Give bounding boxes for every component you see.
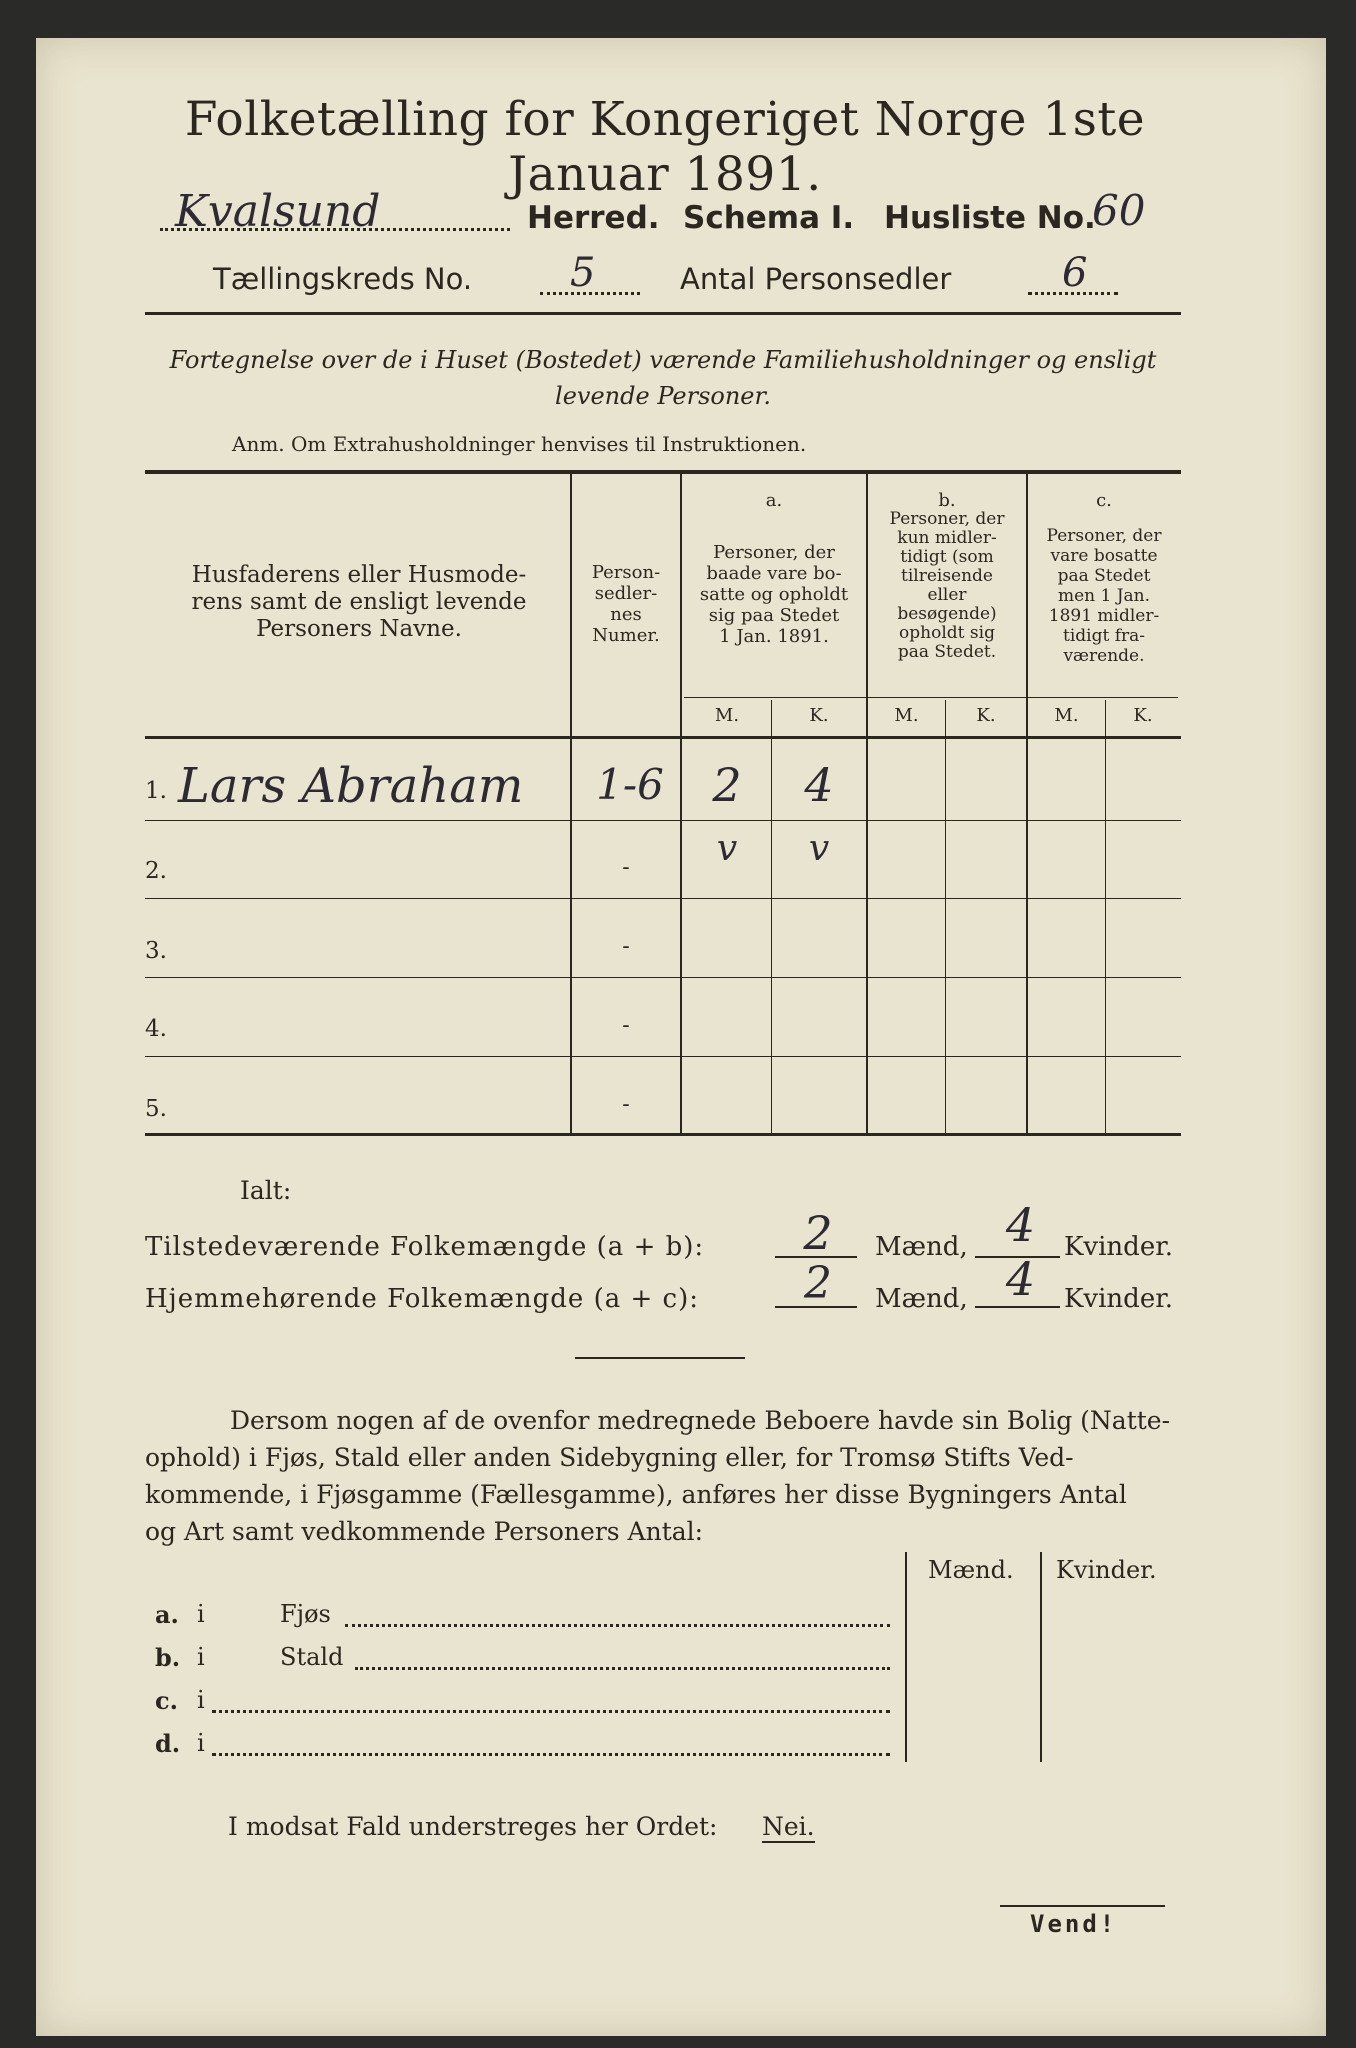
tilstede-maend: Mænd, — [875, 1232, 968, 1262]
hjemme-k-value: 4 — [1005, 1252, 1036, 1306]
taellingskreds-label: Tællingskreds No. — [213, 262, 473, 296]
tilstede-kvinder: Kvinder. — [1064, 1232, 1174, 1262]
row-2-a-m: v — [716, 828, 738, 869]
col-divider-b-mk — [945, 700, 946, 1133]
bldg-a-label: Fjøs — [280, 1600, 331, 1628]
husliste-handwritten: 60 — [1092, 186, 1146, 235]
c-m-label: M. — [1054, 705, 1079, 726]
bldg-a-letter: a. — [155, 1600, 179, 1629]
tilstede-m-value: 2 — [803, 1206, 833, 1260]
a-m-label: M. — [714, 705, 740, 726]
bldg-d-i: i — [197, 1729, 205, 1757]
col-divider-c-mk — [1105, 700, 1106, 1133]
row-1-number: 1. — [145, 778, 167, 804]
bldg-b-dots — [355, 1667, 890, 1670]
bldg-d-letter: d. — [155, 1729, 181, 1758]
row-4-numer: - — [622, 1013, 630, 1038]
vend-rule — [1000, 1905, 1165, 1907]
col-c-letter: c. — [1096, 490, 1112, 511]
row-3-numer: - — [622, 934, 630, 959]
col-header-b: Personer, der kun midler- tidigt (som tilreisende eller besøgende) opholdt sig paa Stedet. — [889, 509, 1005, 662]
row-5-number: 5. — [145, 1096, 167, 1122]
hjemme-k-rule — [975, 1306, 1060, 1308]
row-2-rule — [145, 898, 1181, 899]
row-1-numer: 1-6 — [596, 760, 664, 809]
hjemme-label: Hjemmehørende Folkemængde (a + c): — [145, 1284, 699, 1314]
bldg-c-letter: c. — [155, 1686, 178, 1715]
c-k-label: K. — [1133, 705, 1153, 726]
col-header-c: Personer, der vare bosatte paa Stedet men 1 Jan. 1891 midler- tidigt fra- værende. — [1046, 526, 1162, 666]
intro-line-1: Fortegnelse over de i Huset (Bostedet) værende Familiehusholdninger og ensligt — [169, 346, 1157, 374]
bldg-a-i: i — [197, 1600, 205, 1628]
form-title: Folketælling for Kongeriget Norge 1ste Januar 1891. — [184, 92, 1146, 202]
row-4-rule — [145, 1056, 1181, 1057]
row-4-number: 4. — [145, 1016, 167, 1042]
b-m-label: M. — [894, 705, 919, 726]
buildings-kvinder-head: Kvinder. — [1056, 1556, 1157, 1584]
hjemme-kvinder: Kvinder. — [1064, 1284, 1174, 1314]
row-1-rule — [145, 820, 1181, 821]
nei-word: Nei. — [762, 1812, 815, 1841]
buildings-col-divider-1 — [905, 1552, 907, 1762]
mk-header-rule — [684, 697, 1178, 698]
antal-handwritten: 6 — [1062, 250, 1088, 296]
herred-handwritten: Kvalsund — [175, 186, 381, 237]
col-header-a: Personer, der baade vare bo- satte og opholdt sig paa Stedet 1 Jan. 1891. — [699, 542, 849, 647]
bldg-d-dots — [212, 1753, 890, 1756]
herred-label: Herred. — [527, 200, 660, 236]
bldg-a-dots — [345, 1624, 890, 1627]
schema-label: Schema I. — [683, 200, 855, 236]
b-k-label: K. — [976, 705, 996, 726]
buildings-col-divider-2 — [1040, 1552, 1042, 1762]
vend-label: Vend! — [1030, 1910, 1118, 1938]
intro-line-2: levende Personer. — [555, 382, 771, 410]
col-b-letter: b. — [938, 490, 956, 511]
row-3-rule — [145, 977, 1181, 978]
modsat-label: I modsat Fald understreges her Ordet: — [228, 1812, 718, 1841]
row-1-a-m: 2 — [712, 758, 742, 812]
a-k-label: K. — [809, 705, 829, 726]
row-3-number: 3. — [145, 938, 167, 964]
row-2-numer: - — [622, 855, 630, 880]
row-1-a-k: 4 — [804, 758, 834, 812]
buildings-paragraph: Dersom nogen af de ovenfor medregnede Beboere havde sin Bolig (Natte- ophold) i Fjøs, Stald eller anden Sidebygning eller, for Tromsø Stifts Ved- kommende, i Fjøsgamme (Fællesgamme), anføres her disse Bygningers Antal og Art samt vedkommende Personers Antal: — [145, 1406, 1171, 1546]
bldg-b-letter: b. — [155, 1643, 181, 1672]
bldg-c-dots — [212, 1710, 890, 1713]
antal-personsedler-label: Antal Personsedler — [680, 262, 952, 296]
col-header-names: Husfaderens eller Husmode- rens samt de ensligt levende Personers Navne. — [191, 562, 527, 642]
row-2-number: 2. — [145, 858, 167, 884]
ialt-label: Ialt: — [240, 1176, 292, 1205]
taellingskreds-handwritten: 5 — [570, 250, 596, 296]
bldg-c-i: i — [197, 1686, 205, 1714]
hjemme-maend: Mænd, — [875, 1284, 968, 1314]
anm-note: Anm. Om Extrahusholdninger henvises til Instruktionen. — [232, 432, 807, 456]
tilstede-label: Tilstedeværende Folkemængde (a + b): — [145, 1232, 705, 1262]
row-5-numer: - — [622, 1092, 630, 1117]
table-bottom-rule — [145, 1133, 1181, 1136]
col-header-numer: Person- sedler- nes Numer. — [591, 562, 661, 646]
buildings-maend-head: Mænd. — [928, 1556, 1014, 1584]
row-2-a-k: v — [808, 828, 830, 869]
section-separator — [575, 1357, 745, 1359]
tilstede-k-value: 4 — [1005, 1198, 1036, 1252]
bldg-b-label: Stald — [280, 1643, 344, 1671]
hjemme-m-value: 2 — [804, 1258, 832, 1309]
husliste-label: Husliste No. — [884, 200, 1096, 236]
col-a-letter: a. — [765, 490, 783, 511]
bldg-b-i: i — [197, 1643, 205, 1671]
header-rule — [145, 312, 1181, 315]
row-1-name: Lars Abraham — [178, 758, 524, 814]
